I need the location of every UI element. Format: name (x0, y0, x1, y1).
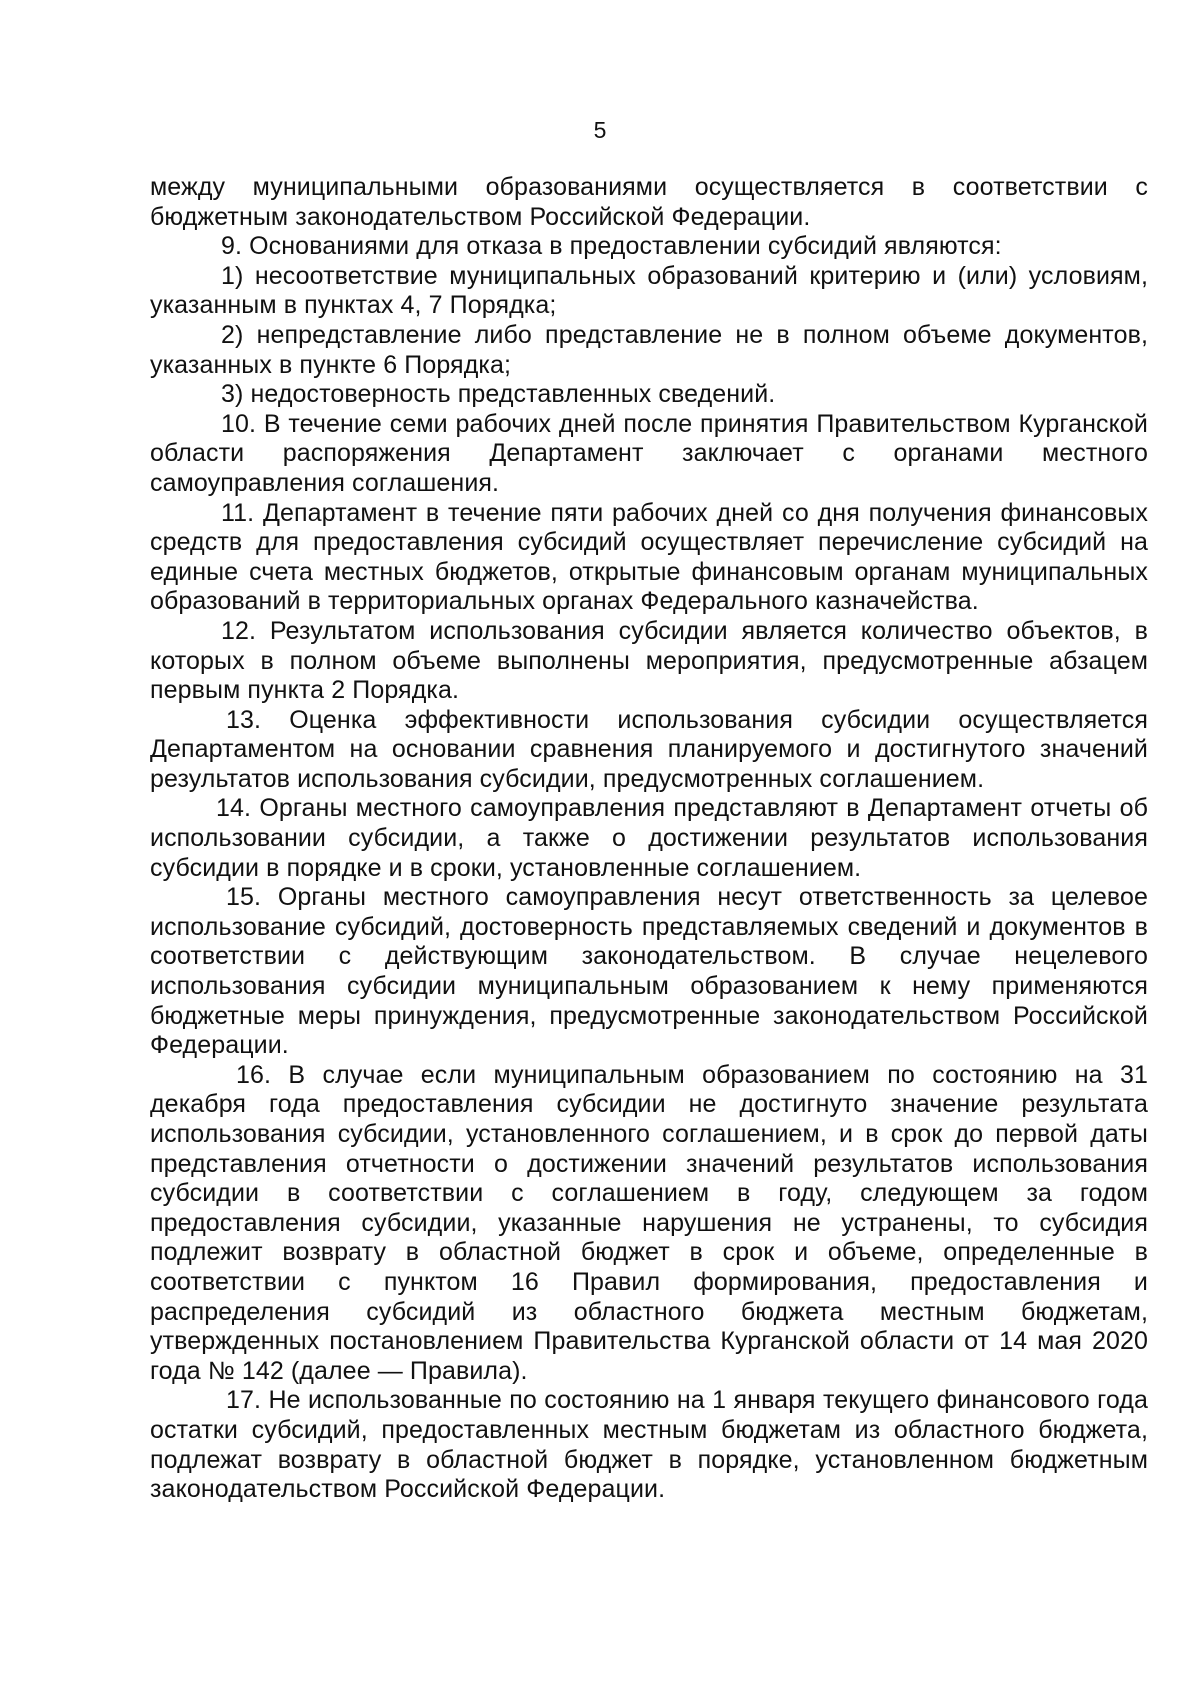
paragraph-12: 12. Результатом использования субсидии является количество объектов, в которых в полном объеме выполнены мероприятия, предусмотренные абзацем первым пункта 2 Порядка. (150, 616, 1148, 705)
paragraph-continuation: между муниципальными образованиями осуществляется в соответствии с бюджетным законодательством Российской Федерации. (150, 173, 1148, 231)
page-number: 5 (593, 117, 607, 143)
paragraph-9-item-2: 2) непредставление либо представление не в полном объеме документов, указанных в пункте 6 Порядка; (150, 320, 1148, 379)
paragraph-9-item-3: 3) недостоверность представленных сведений. (221, 380, 776, 409)
paragraph-13: 13. Оценка эффективности использования субсидии осуществляется Департаментом на основании сравнения планируемого и достигнутого значений результатов использования субсидии, предусмотренных соглашением. (150, 705, 1148, 793)
paragraph-16: 16. В случае если муниципальным образованием по состоянию на 31 декабря года предоставления субсидии не достигнуто значение результата использования субсидии, установленного соглашением, и в срок до первой даты представления отчетности о достижении значений результатов использования субсидии в соответствии с соглашением в году, следующем за годом предоставления субсидии, указанные нарушения не устранены, то субсидия подлежит возврату в областной бюджет в срок и объеме, определенные в соответствии с пунктом 16 Правил формирования, предоставления и распределения субсидий из областного бюджета местным бюджетам, утвержденных постановлением Правительства Курганской области от 14 мая 2020 года № 142 (далее — Правила). (150, 1060, 1148, 1385)
paragraph-9-item-1: 1) несоответствие муниципальных образований критерию и (или) условиям, указанным в пунктах 4, 7 Порядка; (150, 261, 1148, 320)
paragraph-10: 10. В течение семи рабочих дней после принятия Правительством Курганской области распоряжения Департамент заключает с органами местного самоуправления соглашения. (150, 409, 1148, 497)
paragraph-15: 15. Органы местного самоуправления несут ответственность за целевое использование субсидий, достоверность представляемых сведений и документов в соответствии с действующим законодательством. В случае нецелевого использования субсидии муниципальным образованием к нему применяются бюджетные меры принуждения, предусмотренные законодательством Российской Федерации. (150, 883, 1148, 1060)
paragraph-14: 14. Органы местного самоуправления представляют в Департамент отчеты об использовании субсидии, а также о достижении результатов использования субсидии в порядке и в сроки, установленные соглашением. (150, 794, 1148, 882)
paragraph-9: 9. Основаниями для отказа в предоставлении субсидий являются: (221, 232, 1002, 261)
paragraph-17: 17. Не использованные по состоянию на 1 января текущего финансового года остатки субсидий, предоставленных местным бюджетам из областного бюджета, подлежат возврату в областной бюджет в порядке, установленном бюджетным законодательством Российской Федерации. (150, 1386, 1148, 1504)
document-body (150, 173, 1148, 1505)
paragraph-11: 11. Департамент в течение пяти рабочих дней со дня получения финансовых средств для предоставления субсидий осуществляет перечисление субсидий на единые счета местных бюджетов, открытые финансовым органам муниципальных образований в территориальных органах Федерального казначейства. (150, 498, 1148, 616)
